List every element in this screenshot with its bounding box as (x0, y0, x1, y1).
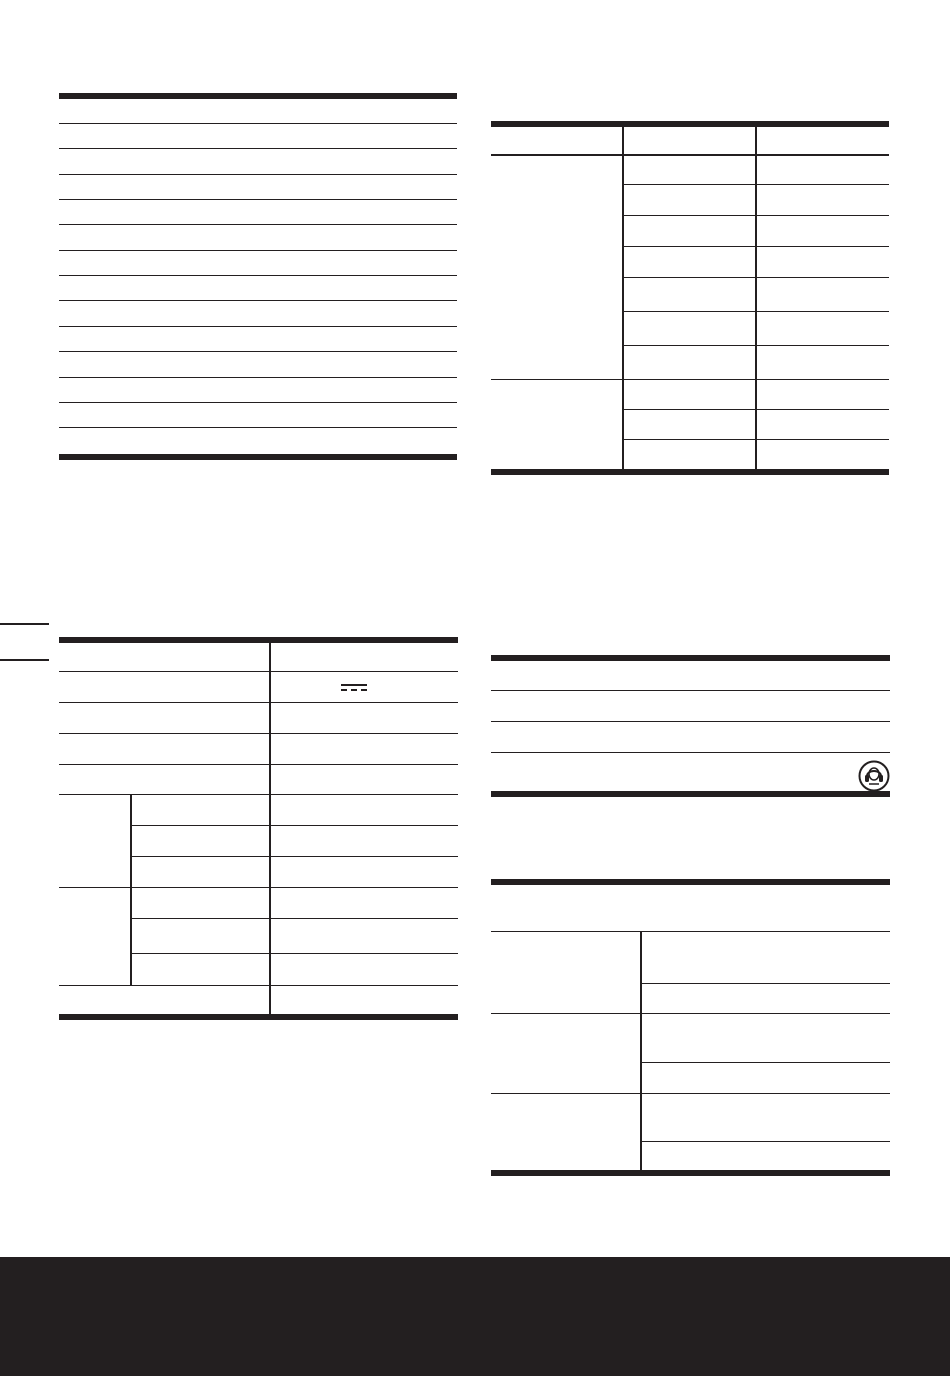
table-bottom-rule (491, 469, 889, 475)
table-row-divider (640, 1062, 890, 1063)
table-row-divider (130, 953, 458, 954)
table-top-rule (59, 637, 458, 643)
table-group-divider (491, 379, 889, 380)
column-divider (622, 127, 624, 470)
table-row-divider (59, 224, 457, 225)
table-row-divider (491, 690, 890, 691)
table-row-divider (640, 983, 890, 984)
table-row-divider (59, 275, 457, 276)
table-row-divider (130, 918, 458, 919)
table-row-divider (622, 215, 889, 216)
table-row-divider (59, 794, 458, 795)
dc-voltage-icon (341, 683, 367, 693)
table-group-divider (491, 1013, 890, 1014)
table-row-divider (59, 300, 457, 301)
table-row-divider (59, 351, 457, 352)
header-divider (491, 154, 889, 156)
table-top-rule (491, 655, 890, 661)
table-row-divider (59, 671, 458, 672)
table-group-divider (491, 931, 890, 932)
table-row-divider (59, 887, 458, 888)
table-row-divider (59, 174, 457, 175)
table-top-rule (491, 121, 889, 127)
table-row-divider (130, 825, 458, 826)
table-top-rule (59, 93, 457, 99)
table-row-divider (59, 733, 458, 734)
table-row-divider (622, 311, 889, 312)
subgroup-column-divider (130, 795, 132, 985)
table-row-divider (59, 199, 457, 200)
table-row-divider (622, 345, 889, 346)
table-row-divider (622, 277, 889, 278)
column-divider (640, 932, 642, 1170)
table-bottom-rule (59, 454, 457, 460)
column-divider (755, 127, 757, 470)
table-row-divider (491, 752, 890, 753)
table-row-divider (622, 246, 889, 247)
tab-rule-bottom (0, 659, 49, 661)
table-group-divider (491, 1093, 890, 1094)
table-bottom-rule (491, 1170, 890, 1176)
table-row-divider (59, 123, 457, 124)
table-top-rule (491, 879, 890, 885)
table-row-divider (59, 427, 457, 428)
table-row-divider (59, 148, 457, 149)
footer-band (0, 1257, 950, 1376)
table-row-divider (130, 856, 458, 857)
table-bottom-rule (491, 791, 890, 797)
table-row-divider (59, 377, 457, 378)
tab-rule-top (0, 623, 49, 625)
ear-protection-icon (858, 760, 890, 792)
table-row-divider (622, 439, 889, 440)
table-row-divider (59, 985, 458, 986)
table-row-divider (622, 184, 889, 185)
table-row-divider (59, 402, 457, 403)
table-row-divider (59, 702, 458, 703)
table-row-divider (491, 721, 890, 722)
column-divider (269, 643, 271, 1014)
table-row-divider (59, 764, 458, 765)
table-bottom-rule (59, 1014, 458, 1020)
table-row-divider (622, 409, 889, 410)
table-row-divider (59, 250, 457, 251)
table-row-divider (640, 1141, 890, 1142)
table-row-divider (59, 326, 457, 327)
